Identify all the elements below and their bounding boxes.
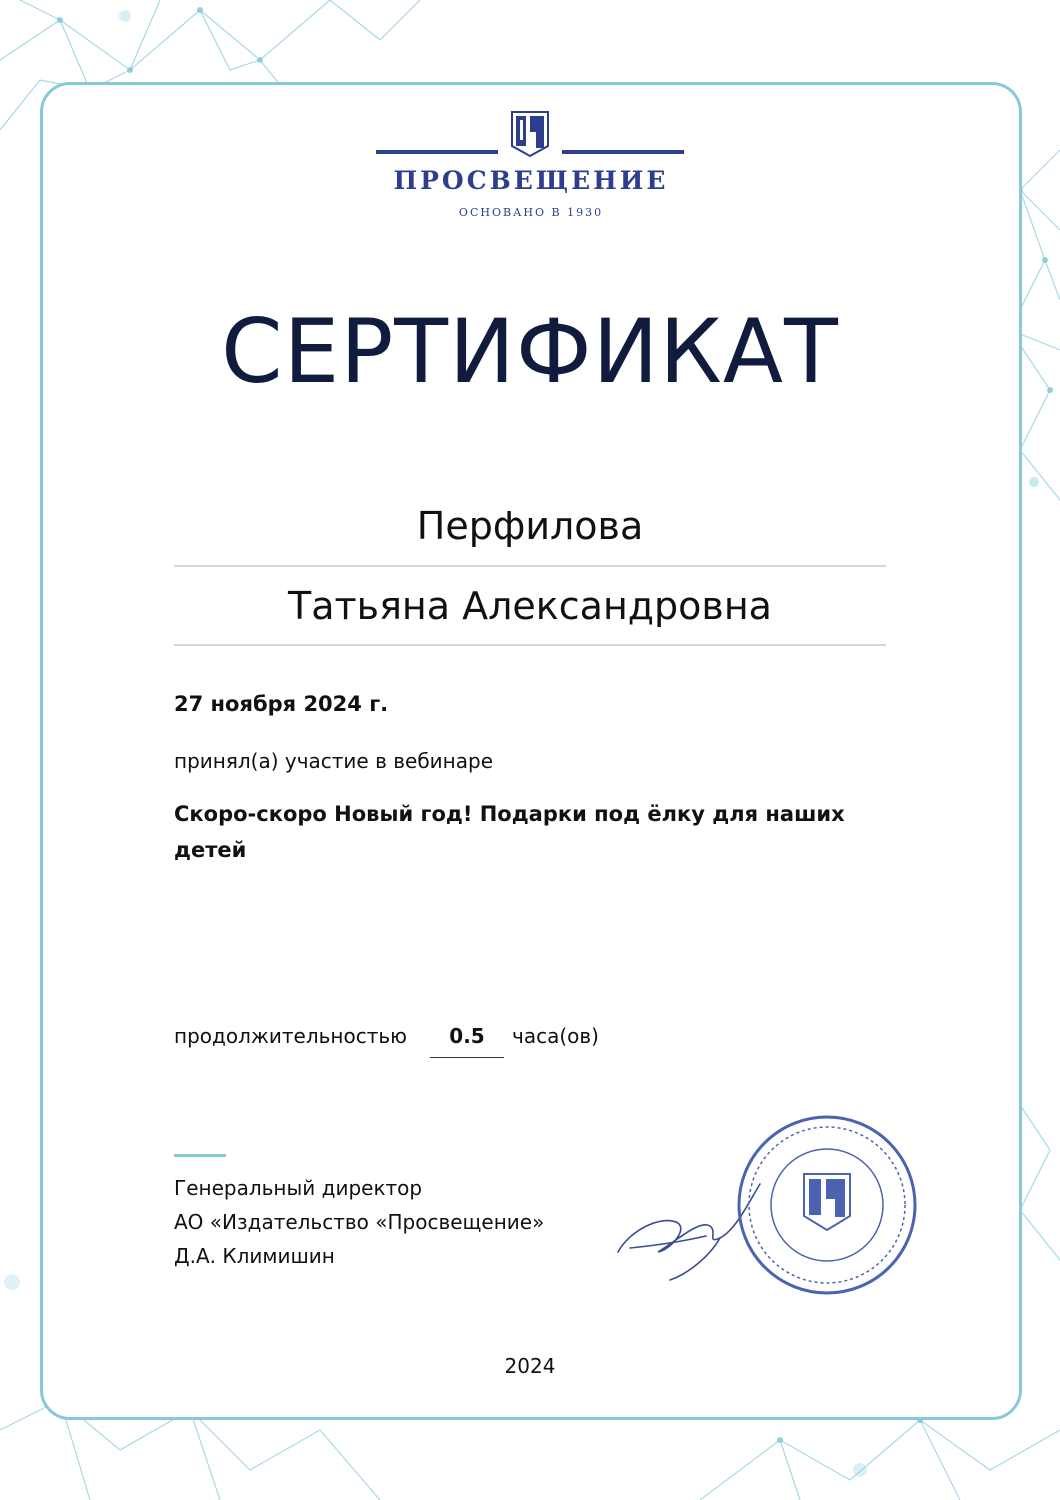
- signature-accent-line: [174, 1154, 226, 1157]
- duration-value: 0.5: [449, 1024, 485, 1048]
- official-seal: [734, 1112, 920, 1298]
- logo-rule-right: [562, 150, 684, 154]
- webinar-title: Скоро-скоро Новый год! Подарки под ёлку для наших детей: [174, 802, 845, 862]
- certificate-title: СЕРТИФИКАТ: [221, 300, 839, 403]
- given-names-rule: [174, 644, 886, 646]
- duration-label: продолжительностью: [174, 1024, 407, 1048]
- recipient-surname: Перфилова: [416, 504, 644, 548]
- event-date: 27 ноября 2024 г.: [174, 692, 389, 716]
- publisher-logo: [376, 106, 686, 226]
- duration-unit: часа(ов): [512, 1024, 599, 1048]
- signatory-name: Д.А. Климишин: [174, 1244, 335, 1268]
- logo-rule-left: [376, 150, 498, 154]
- publisher-emblem-icon: [510, 108, 550, 158]
- surname-rule: [174, 565, 886, 567]
- signatory-position: Генеральный директор: [174, 1176, 423, 1200]
- recipient-given-names: Татьяна Александровна: [288, 584, 772, 628]
- certificate-year: 2024: [504, 1354, 556, 1378]
- publisher-founded: ОСНОВАНО В 1930: [458, 206, 604, 219]
- duration-underline: [430, 1057, 504, 1058]
- publisher-name: ПРОСВЕЩЕНИЕ: [393, 166, 669, 195]
- participation-text: принял(а) участие в вебинаре: [174, 749, 493, 773]
- signatory-organization: АО «Издательство «Просвещение»: [174, 1210, 545, 1234]
